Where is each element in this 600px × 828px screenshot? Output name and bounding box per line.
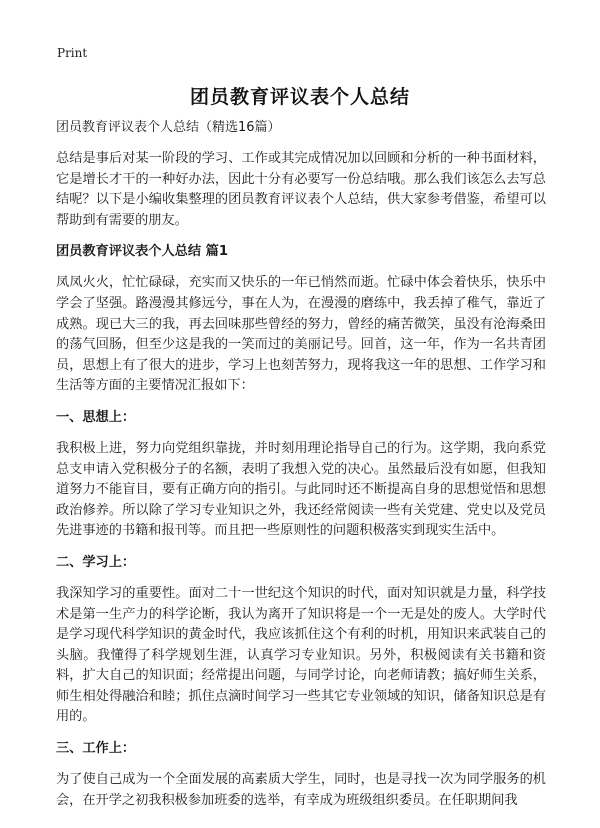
article-intro-paragraph: 凤凤火火，忙忙碌碌，充实而又快乐的一年已悄然而逝。忙碌中体会着快乐，快乐中学会了坚强。路漫漫其修远兮，事在人为，在漫漫的磨练中，我丢掉了稚气，靠近了成熟。现已大三的我，再去回味那些曾经的努力，曾经的痛苦微笑，虽没有沧海桑田的荡气回肠，但至少这是我的一笑而过的美丽记号。回首，这一年，作为一名共青团员，思想上有了很大的进步，学习上也刻苦努力，现将我这一年的思想、工作学习和生活等方面的主要情况汇报如下： <box>56 275 546 394</box>
section-heading-study: 二、学习上： <box>56 554 136 570</box>
print-link[interactable]: Print <box>57 46 88 60</box>
section-body-thought: 我积极上进，努力向党组织靠拢，并时刻用理论指导自己的行为。这学期，我向系党总支申请入党积极分子的名额，表明了我想入党的决心。虽然最后没有如愿，但我知道努力不能盲目，要有正确方向的指引。与此同时还不断提高自身的思想觉悟和思想政治修养。所以除了学习专业知识之外，我还经常阅读一些有关党建、党史以及党员先进事迹的书籍和报刊等。而且把一些原则性的问题积极落实到现实生活中。 <box>56 440 546 539</box>
document-subtitle: 团员教育评议表个人总结（精选16篇） <box>56 120 281 135</box>
section-body-study: 我深知学习的重要性。面对二十一世纪这个知识的时代，面对知识就是力量，科学技术是第一生产力的科学论断，我认为离开了知识将是一个一无是处的废人。大学时代是学习现代科学知识的黄金时代，我应该抓住这个有利的时机，用知识来武装自己的头脑。我懂得了科学规划生涯，认真学习专业知识。另外，积极阅读有关书籍和资料，扩大自己的知识面；经常提出问题，与同学讨论，向老师请教；搞好师生关系，师生相处得融洽和睦；抓住点滴时间学习一些其它专业领域的知识，储备知识总是有用的。 <box>56 585 546 725</box>
intro-paragraph: 总结是事后对某一阶段的学习、工作或其完成情况加以回顾和分析的一种书面材料，它是增长才干的一种好办法，因此十分有必要写一份总结哦。那么我们该怎么去写总结呢？以下是小编收集整理的团员教育评议表个人总结，供大家参考借鉴，希望可以帮助到有需要的朋友。 <box>56 151 546 228</box>
section-heading-work: 三、工作上： <box>56 741 136 757</box>
section-body-work: 为了使自己成为一个全面发展的高素质大学生，同时，也是寻找一次为同学服务的机会，在开学之初我积极参加班委的选举，有幸成为班级组织委员。在任职期间我 <box>56 772 546 808</box>
document-body <box>56 118 546 822</box>
article-heading: 团员教育评议表个人总结 篇1 <box>56 244 229 260</box>
section-heading-thought: 一、思想上： <box>56 409 136 425</box>
page-title: 团员教育评议表个人总结 <box>189 86 410 108</box>
